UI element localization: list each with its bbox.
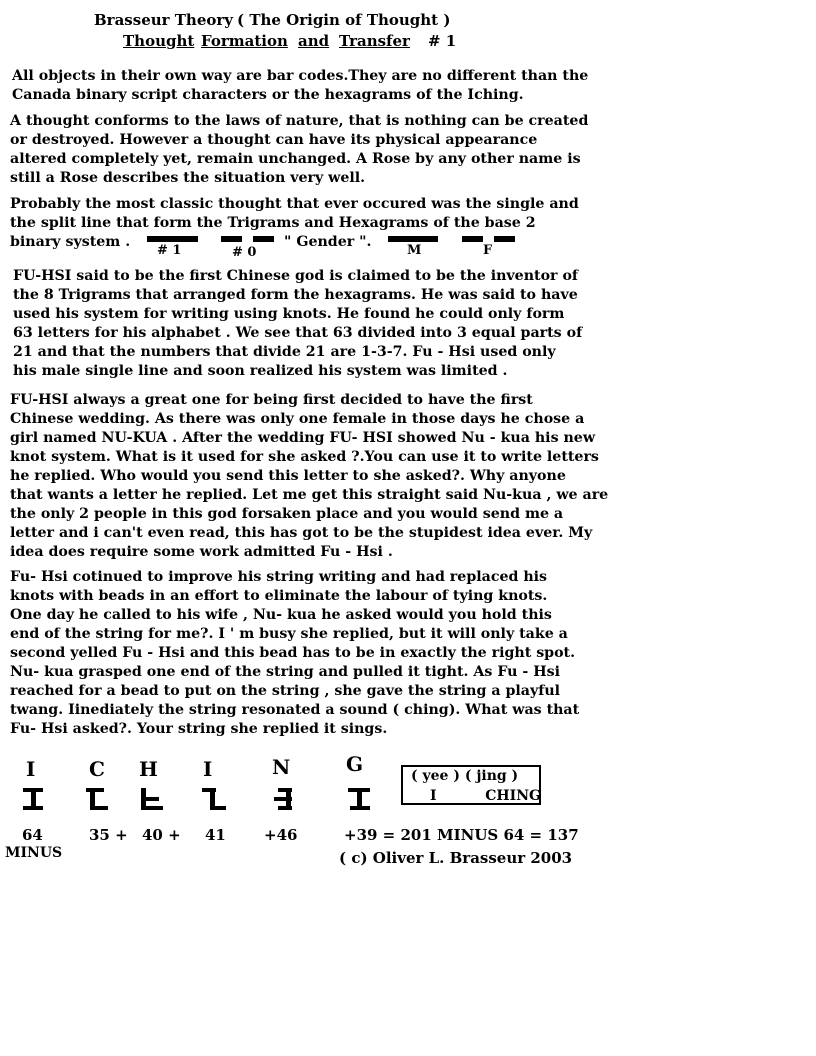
- paragraph-4: [13, 267, 619, 381]
- box-line-1: ( yee ) ( jing ): [411, 768, 519, 784]
- text-line: or destroyed. However a thought can have its physical appearance: [10, 132, 538, 148]
- paragraph-6: [10, 568, 616, 739]
- subtitle-word-4: Transfer: [339, 32, 410, 50]
- copyright: ( c) Oliver L. Brasseur 2003: [339, 849, 573, 867]
- page-number: # 1: [428, 32, 457, 50]
- iching-glyphs: [0, 780, 400, 820]
- text-line: Chinese wedding. As there was only one female in those days he chose a: [10, 411, 585, 427]
- title-origin: ( The Origin of Thought ): [237, 11, 451, 29]
- label-one: # 1: [157, 243, 182, 258]
- paragraph-2: [10, 112, 616, 188]
- split-line-bar-left: [221, 236, 242, 242]
- text-line: knot system. What is it used for she asked ?.You can use it to write letters: [10, 449, 599, 465]
- iching-letter-i2: I: [203, 757, 213, 781]
- gender-text: " Gender ".: [284, 234, 372, 250]
- text-line: reached for a bead to put on the string , she gave the string a playful: [10, 683, 561, 699]
- label-zero: # 0: [232, 245, 257, 260]
- glyph-i2-icon: [202, 788, 226, 810]
- text-line: used his system for writing using knots. He found he could only form: [13, 306, 565, 322]
- glyph-c-icon: [86, 788, 108, 810]
- female-label: F: [483, 243, 493, 258]
- text-line: All objects in their own way are bar codes.They are no different than the: [12, 68, 589, 84]
- text-line: he replied. Who would you send this letter to she asked?. Why anyone: [10, 468, 566, 484]
- text-line: Nu- kua grasped one end of the string and pulled it tight. As Fu - Hsi: [10, 664, 561, 680]
- iching-letter-g: G: [346, 752, 364, 776]
- glyph-h-icon: [141, 788, 163, 810]
- minus-label: MINUS: [5, 845, 63, 861]
- glyph-g-icon: [348, 788, 370, 810]
- text-line: Fu- Hsi cotinued to improve his string writing and had replaced his: [10, 569, 548, 585]
- text-line: end of the string for me?. I ' m busy she replied, but it will only take a: [10, 626, 568, 642]
- glyph-i-icon: [23, 788, 43, 810]
- subtitle-word-2: Formation: [201, 32, 288, 50]
- number-g-total: +39 = 201 MINUS 64 = 137: [344, 826, 579, 844]
- split-line-bar-right: [253, 236, 274, 242]
- text-line: One day he called to his wife , Nu- kua he asked would you hold this: [10, 607, 552, 623]
- text-line: Fu- Hsi asked?. Your string she replied it sings.: [10, 721, 388, 737]
- text-line: 21 and that the numbers that divide 21 are 1-3-7. Fu - Hsi used only: [13, 344, 556, 360]
- number-h: 40 +: [142, 826, 181, 844]
- iching-letter-n: N: [272, 755, 291, 779]
- male-label: M: [407, 243, 422, 258]
- text-line: FU-HSI always a great one for being first decided to have the first: [10, 392, 533, 408]
- paragraph-1: [12, 67, 618, 105]
- text-line: idea does require some work admitted Fu - Hsi .: [10, 544, 393, 560]
- text-line: still a Rose describes the situation very well.: [10, 170, 366, 186]
- binary-system-text: binary system .: [10, 234, 131, 250]
- text-line: Canada binary script characters or the hexagrams of the Iching.: [12, 87, 524, 103]
- glyph-n-icon: [274, 788, 292, 810]
- iching-letter-i: I: [26, 757, 36, 781]
- text-line: 63 letters for his alphabet . We see that 63 divided into 3 equal parts of: [13, 325, 583, 341]
- title-theory: Brasseur Theory: [94, 11, 233, 29]
- iching-letter-h: H: [139, 757, 158, 781]
- iching-letter-c: C: [89, 757, 105, 781]
- subtitle-word-3: and: [298, 32, 330, 50]
- female-bar-right: [494, 236, 515, 242]
- paragraph-3: [10, 195, 616, 233]
- single-line-bar: [147, 236, 198, 242]
- text-line: second yelled Fu - Hsi and this bead has to be in exactly the right spot.: [10, 645, 576, 661]
- text-line: the 8 Trigrams that arranged form the hexagrams. He was said to have: [13, 287, 578, 303]
- text-line: twang. Iinediately the string resonated a sound ( ching). What was that: [10, 702, 580, 718]
- number-i: 64: [22, 826, 43, 844]
- text-line: altered completely yet, remain unchanged. A Rose by any other name is: [10, 151, 581, 167]
- female-bar-left: [462, 236, 483, 242]
- text-line: Probably the most classic thought that ever occured was the single and: [10, 196, 579, 212]
- paragraph-5: [10, 391, 616, 562]
- text-line: knots with beads in an effort to eliminate the labour of tying knots.: [10, 588, 548, 604]
- text-line: letter and i can't even read, this has got to be the stupidest idea ever. My: [10, 525, 593, 541]
- number-c: 35 +: [89, 826, 128, 844]
- text-line: A thought conforms to the laws of nature, that is nothing can be created: [10, 113, 589, 129]
- subtitle-word-1: Thought: [123, 32, 195, 50]
- text-line: the split line that form the Trigrams and Hexagrams of the base 2: [10, 215, 536, 231]
- text-line: his male single line and soon realized his system was limited .: [13, 363, 508, 379]
- text-line: girl named NU-KUA . After the wedding FU- HSI showed Nu - kua his new: [10, 430, 596, 446]
- text-line: FU-HSI said to be the first Chinese god is claimed to be the inventor of: [13, 268, 579, 284]
- male-bar: [388, 236, 438, 242]
- text-line: that wants a letter he replied. Let me get this straight said Nu-kua , we are: [10, 487, 609, 503]
- number-n: +46: [264, 826, 298, 844]
- box-line-2: I CHING: [430, 788, 541, 804]
- number-i2: 41: [205, 826, 226, 844]
- text-line: the only 2 people in this god forsaken place and you would send me a: [10, 506, 564, 522]
